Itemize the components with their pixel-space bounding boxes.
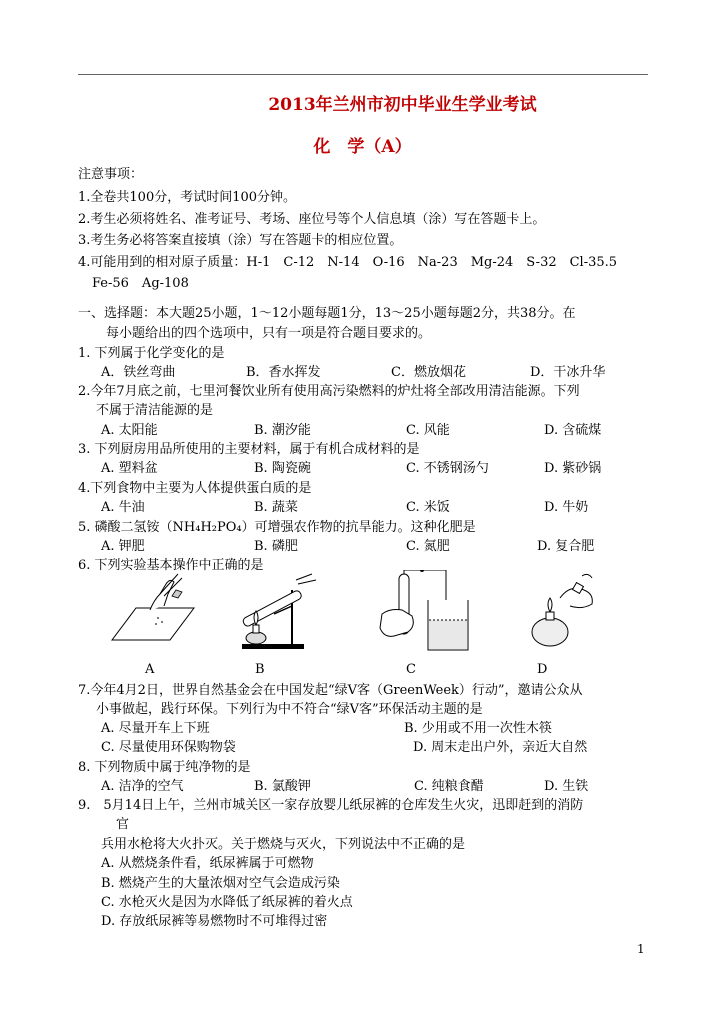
q5-option-a: A. 钾肥 bbox=[101, 539, 145, 554]
note-item: 2.考生必须将姓名、准考证号、考场、座位号等个人信息填（涂）写在答题卡上。 bbox=[78, 212, 546, 227]
q2-option-d: D. 含硫煤 bbox=[544, 423, 602, 438]
question-9-stem-wrap: 官 bbox=[116, 817, 130, 832]
question-2-stem-cont: 不属于清洁能源的是 bbox=[96, 403, 214, 418]
header-rule bbox=[78, 74, 648, 75]
q7-option-b: B. 少用或不用一次性木筷 bbox=[404, 721, 552, 736]
note-item: Fe-56 Ag-108 bbox=[92, 276, 189, 291]
q9-option-d: D. 存放纸尿裤等易燃物时不可堆得过密 bbox=[101, 914, 328, 929]
figure-b-illustration bbox=[234, 570, 324, 652]
q8-option-a: A. 洁净的空气 bbox=[101, 779, 184, 794]
q3-option-b: B. 陶瓷碗 bbox=[254, 461, 311, 476]
note-item: 1.全卷共100分，考试时间100分钟。 bbox=[78, 190, 297, 205]
q5-option-c: C. 氮肥 bbox=[406, 539, 450, 554]
note-item: 4.可能用到的相对原子质量：H-1 C-12 N-14 O-16 Na-23 Mg-24 S-32 Cl-35.5 bbox=[78, 255, 618, 270]
figure-c-illustration bbox=[372, 570, 472, 652]
q2-option-a: A. 太阳能 bbox=[101, 423, 158, 438]
page-number: 1 bbox=[637, 942, 645, 956]
question-3-stem: 3. 下列厨房用品所使用的主要材料，属于有机合成材料的是 bbox=[78, 442, 420, 457]
question-5-stem: 5. 磷酸二氢铵（NH₄H₂PO₄）可增强农作物的抗旱能力。这种化肥是 bbox=[78, 520, 476, 535]
question-2-stem: 2.今年7月底之前，七里河餐饮业所有使用高污染燃料的炉灶将全部改用清洁能源。下列 bbox=[78, 384, 580, 399]
question-9-stem: 9. 5月14日上午，兰州市城关区一家存放婴儿纸尿裤的仓库发生火灾，迅即赶到的消防 bbox=[78, 798, 584, 813]
q9-option-b: B. 燃烧产生的大量浓烟对空气会造成污染 bbox=[101, 876, 340, 891]
q7-option-a: A. 尽量开车上下班 bbox=[101, 721, 210, 736]
figure-b-label: B bbox=[255, 662, 265, 677]
exam-title: 2013年兰州市初中毕业生学业考试 bbox=[268, 95, 537, 115]
q1-option-d: D．干冰升华 bbox=[530, 365, 606, 380]
q3-option-c: C. 不锈钢汤勺 bbox=[406, 461, 489, 476]
q4-option-a: A. 牛油 bbox=[101, 500, 145, 515]
question-6-stem: 6. 下列实验基本操作中正确的是 bbox=[78, 558, 264, 573]
q3-option-a: A. 塑料盆 bbox=[101, 461, 158, 476]
q8-option-d: D. 生铁 bbox=[544, 779, 589, 794]
section-heading: 一、选择题：本大题25小题，1～12小题每题1分，13～25小题每题2分，共38分。在 bbox=[78, 306, 576, 321]
figure-d-label: D bbox=[537, 662, 548, 677]
q1-option-a: A．铁丝弯曲 bbox=[101, 365, 176, 380]
q1-option-b: B．香水挥发 bbox=[246, 365, 321, 380]
subject-title: 化 学（A） bbox=[313, 137, 412, 157]
question-9-stem-cont: 兵用水枪将大火扑灭。关于燃烧与灭火，下列说法中不正确的是 bbox=[101, 837, 466, 852]
q8-option-b: B. 氯酸钾 bbox=[254, 779, 311, 794]
figure-c-label: C bbox=[406, 662, 416, 677]
figure-a-illustration bbox=[108, 570, 198, 650]
section-heading-cont: 每小题给出的四个选项中，只有一项是符合题目要求的。 bbox=[106, 326, 432, 341]
question-4-stem: 4.下列食物中主要为人体提供蛋白质的是 bbox=[78, 481, 312, 496]
figure-d-illustration bbox=[522, 570, 612, 652]
question-8-stem: 8. 下列物质中属于纯净物的是 bbox=[78, 760, 251, 775]
q5-option-d: D. 复合肥 bbox=[537, 539, 595, 554]
question-7-stem: 7.今年4月2日，世界自然基金会在中国发起“绿V客（GreenWeek）行动”，邀请公众从 bbox=[78, 683, 583, 698]
q9-option-a: A. 从燃烧条件看，纸尿裤属于可燃物 bbox=[101, 856, 314, 871]
q7-option-d: D. 周末走出户外，亲近大自然 bbox=[413, 740, 588, 755]
q1-option-c: C．燃放烟花 bbox=[391, 365, 466, 380]
question-1-stem: 1. 下列属于化学变化的是 bbox=[78, 346, 225, 361]
q7-option-c: C. 尽量使用环保购物袋 bbox=[101, 740, 236, 755]
note-item: 3.考生务必将答案直接填（涂）写在答题卡的相应位置。 bbox=[78, 233, 403, 248]
question-7-stem-cont: 小事做起，践行环保。下列行为中不符合“绿V客”环保活动主题的是 bbox=[96, 702, 483, 717]
q5-option-b: B. 磷肥 bbox=[254, 539, 298, 554]
notes-heading: 注意事项： bbox=[78, 167, 144, 182]
q2-option-c: C. 风能 bbox=[406, 423, 450, 438]
q3-option-d: D. 紫砂锅 bbox=[544, 461, 602, 476]
q9-option-c: C. 水枪灭火是因为水降低了纸尿裤的着火点 bbox=[101, 895, 353, 910]
q2-option-b: B. 潮汐能 bbox=[254, 423, 311, 438]
q8-option-c: C. 纯粮食醋 bbox=[414, 779, 484, 794]
q4-option-d: D. 牛奶 bbox=[544, 500, 589, 515]
figure-a-label: A bbox=[145, 662, 155, 677]
q4-option-b: B. 蔬菜 bbox=[254, 500, 298, 515]
q4-option-c: C. 米饭 bbox=[406, 500, 450, 515]
